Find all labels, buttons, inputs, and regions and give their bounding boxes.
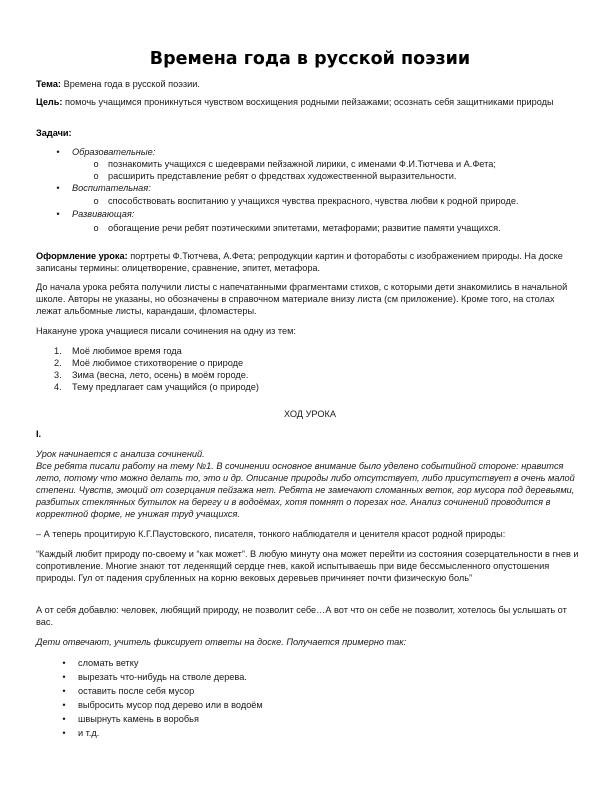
bullet-icon: • <box>56 183 60 193</box>
paustovsky-intro: – А теперь процитирую К.Г.Паустовского, писателя, тонкого наблюдателя и ценителя красот родной природы: <box>36 529 506 539</box>
list-item: способствовать воспитанию у учащихся чувства прекрасного, чувства любви к родной природе. <box>108 196 519 206</box>
zadachi-label <box>36 127 584 139</box>
zadachi-heading: Задачи: <box>36 128 72 138</box>
circle-bullet-icon: o <box>93 196 99 206</box>
list-number: 4. <box>54 382 62 392</box>
cel-label: Цель: <box>36 97 63 107</box>
list-item: и т.д. <box>78 728 100 738</box>
bullet-icon: • <box>56 209 60 219</box>
group-name: Воспитательная: <box>72 183 151 193</box>
nakanune-paragraph: Накануне урока учащиеся писали сочинения на одну из тем: <box>36 326 296 336</box>
deti-otvechayut-paragraph: Дети отвечают, учитель фиксирует ответы на доске. Получается примерно так: <box>36 637 407 647</box>
cel-text: помочь учащимся проникнуться чувством восхищения родными пейзажами; осознать себя защитниками природы <box>65 97 554 107</box>
oformlenie-label: Оформление урока: <box>36 251 128 261</box>
list-number: 1. <box>54 346 62 356</box>
cel-paragraph <box>36 96 581 108</box>
list-item: швырнуть камень в воробья <box>78 714 199 724</box>
circle-bullet-icon: o <box>93 159 99 169</box>
bullet-icon: • <box>62 672 66 682</box>
oformlenie-paragraph <box>36 250 576 274</box>
list-item: расширить представление ребят о фредствах художественной выразительности. <box>108 171 457 181</box>
hod-uroka-heading: ХОД УРОКА <box>284 409 336 419</box>
bullet-icon: • <box>62 714 66 724</box>
list-item: Тему предлагает сам учащийся (о природе) <box>72 382 259 392</box>
tema-text: Времена года в русской поэзии. <box>63 79 200 89</box>
group-name: Образовательные: <box>72 147 156 157</box>
circle-bullet-icon: o <box>93 171 99 181</box>
list-item: познакомить учащихся с шедеврами пейзажной лирики, с именами Ф.И.Тютчева и А.Фета; <box>108 159 496 169</box>
tema-label: Тема: <box>36 79 61 89</box>
tema-paragraph <box>36 78 584 90</box>
analiz-intro: Урок начинается с анализа сочинений. <box>36 449 205 459</box>
do-nachala-paragraph: До начала урока ребята получили листы с напечатанными фрагментами стихов, с которыми дети знакомились в начальной школе. Авторы не указаны, но обозначены в справочном материале внизу листа (см приложение). Кроме того, на столах лежат альбомные листы, карандаши, фломастеры. <box>36 282 568 316</box>
list-number: 3. <box>54 370 62 380</box>
list-item: Моё любимое стихотворение о природе <box>72 358 244 368</box>
list-item: сломать ветку <box>78 658 139 668</box>
list-item: вырезать что-нибудь на стволе дерева. <box>78 672 247 682</box>
list-item: обогащение речи ребят поэтическими эпитетами, метафорами; развитие памяти учащихся. <box>108 223 501 233</box>
section-number <box>36 428 584 440</box>
list-number: 2. <box>54 358 62 368</box>
paustovsky-quote: “Каждый любит природу по-своему и “как может”. В любую минуту она может перейти из состояния созерцательности в гнев и сопротивление. Многие знают тот леденящий сердце гнев, какой испытываешь при виде бессмысленного опустошения природы. Гул от падения срубленных на корню вековых деревьев причиняет почти физическую боль” <box>36 549 579 583</box>
circle-bullet-icon: o <box>93 223 99 233</box>
list-item: Зима (весна, лето, осень) в моём городе. <box>72 370 249 380</box>
ot-sebya-paragraph: А от себя добавлю: человек, любящий природу, не позволит себе…А вот что он себе не позволит, хотелось бы услышать от вас. <box>36 605 567 627</box>
section-number-text: I. <box>36 429 42 439</box>
bullet-icon: • <box>56 147 60 157</box>
list-item: оставить после себя мусор <box>78 686 195 696</box>
bullet-icon: • <box>62 728 66 738</box>
group-name: Развивающая: <box>72 209 135 219</box>
analiz-paragraph: Все ребята писали работу на тему №1. В сочинении основное внимание было уделено событийной стороне: нравится лето, потому что можно делать то, это и др. Описание природы либо отсутствует, либо присутствует в очень малой степени. Чувств, эмоций от созерцания пейзажа нет. Ребята не замечают сломанных веток, гор мусора под деревьями, разбитых стеклянных бутылок на берегу и в водоёмах, хотя помнят о порезах ног. Анализ сочинений проводится в корректной форме, не унижая труд учащихся. <box>36 461 575 519</box>
list-item: выбросить мусор под дерево или в водоём <box>78 700 263 710</box>
document-title: Времена года в русской поэзии <box>149 49 471 69</box>
bullet-icon: • <box>62 686 66 696</box>
list-item: Моё любимое время года <box>72 346 182 356</box>
oformlenie-text: портреты Ф.Тютчева, А.Фета; репродукции картин и фотоработы с изображением природы. На доске записаны термины: олицетворение, сравнение, эпитет, метафора. <box>36 251 563 273</box>
bullet-icon: • <box>62 700 66 710</box>
bullet-icon: • <box>62 658 66 668</box>
